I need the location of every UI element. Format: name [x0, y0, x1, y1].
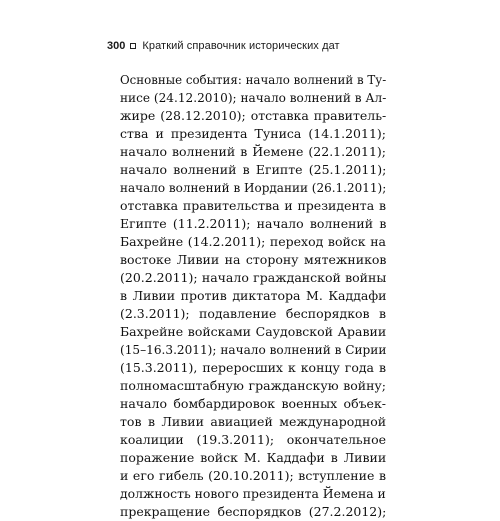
- text-line: Египте (11.2.2011); начало волнений в: [120, 216, 387, 231]
- text-line: прекращение беспорядков (27.2.2012);: [120, 504, 387, 519]
- text-line: в Ливии против диктатора М. Каддафи: [120, 288, 387, 303]
- text-line: (15–16.3.2011); начало волнений в Сирии: [120, 342, 387, 357]
- text-line: ства и президента Туниса (14.1.2011);: [120, 126, 386, 141]
- text-line: Бахрейне (14.2.2011); переход войск на: [120, 234, 386, 249]
- text-line: тов в Ливии авиацией международной: [120, 414, 387, 429]
- text-line: начало волнений в Йемене (22.1.2011);: [120, 144, 386, 159]
- text-line: жире (28.12.2010); отставка правитель-: [120, 108, 387, 123]
- text-line: поражение войск М. Каддафи в Ливии: [120, 450, 387, 465]
- text-line: востоке Ливии на сторону мятежников: [120, 252, 387, 267]
- body-paragraph: [120, 71, 386, 521]
- text-line: должность нового президента Йемена и: [120, 486, 386, 501]
- text-line: полномасштабную гражданскую войну;: [120, 378, 386, 393]
- running-header: [107, 38, 340, 54]
- text-line: и его гибель (20.10.2011); вступление в: [120, 468, 386, 483]
- text-line: начало волнений в Египте (25.1.2011);: [120, 162, 387, 177]
- text-line: (20.2.2011); начало гражданской войны: [120, 270, 387, 285]
- running-header-title: Краткий справочник исторических дат: [142, 40, 340, 52]
- text-line: Основные события: начало волнений в Ту-: [120, 72, 387, 87]
- text-line: (2.3.2011); подавление беспорядков в: [120, 306, 386, 321]
- hollow-square-icon: [130, 43, 136, 49]
- text-line: коалиции (19.3.2011); окончательное: [120, 432, 386, 447]
- page-number: 300: [107, 40, 126, 52]
- text-line: нисе (24.12.2010); начало волнений в Ал-: [120, 90, 387, 105]
- text-line: начало волнений в Иордании (26.1.2011);: [120, 180, 387, 195]
- text-line: (15.3.2011), переросших к концу года в: [120, 360, 387, 375]
- text-line: отставка правительства и президента в: [120, 198, 386, 213]
- text-line: начало бомбардировок военных объек-: [120, 396, 386, 411]
- text-line: Бахрейне войсками Саудовской Аравии: [120, 324, 387, 339]
